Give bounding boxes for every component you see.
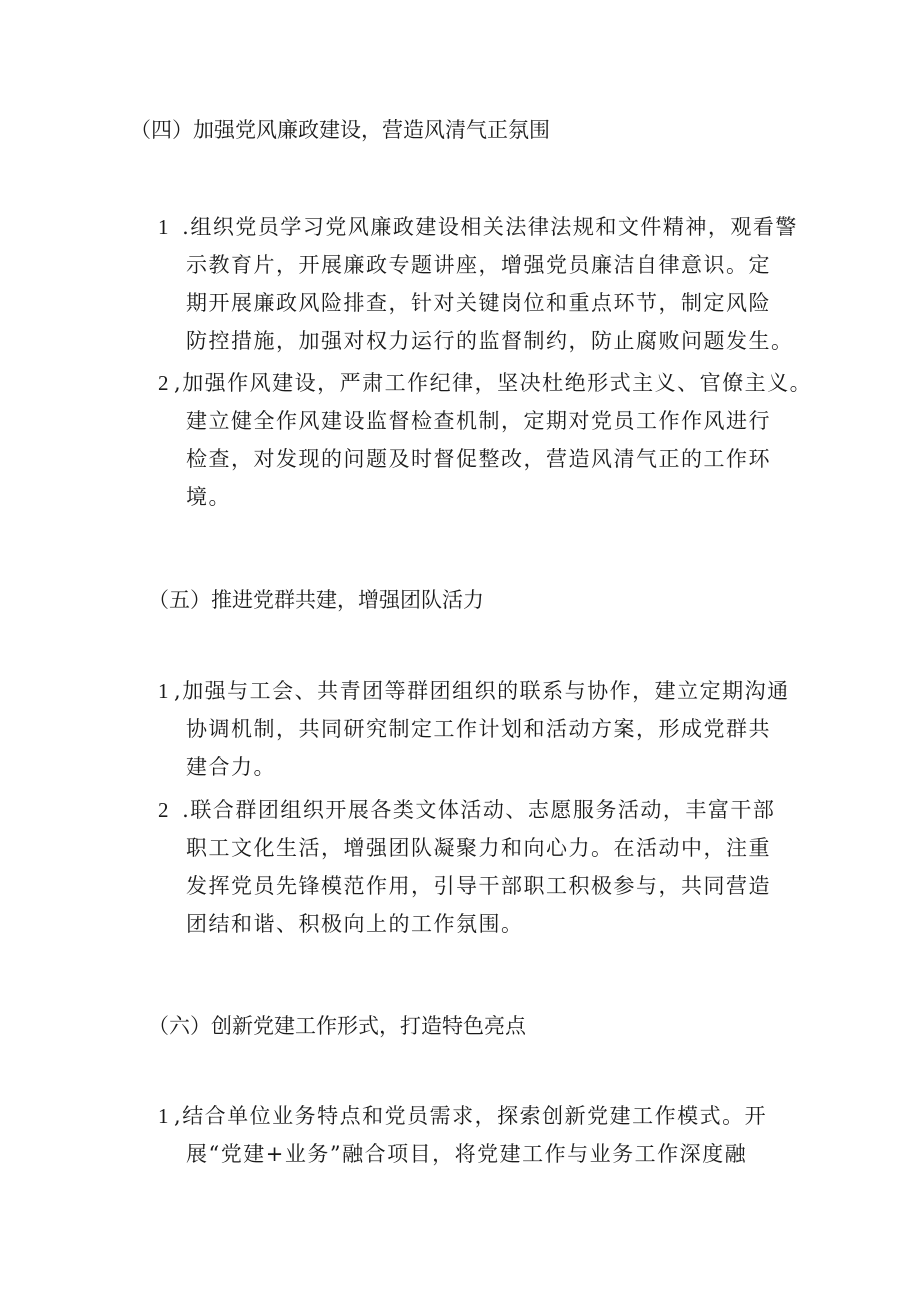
paragraph-line: 展“党建+业务”融合项目，将党建工作与业务工作深度融 [186,1142,748,1166]
paragraph-line [158,208,808,246]
paragraph-line: 防控措施，加强对权力运行的监督制约，防止腐败问题发生。 [186,329,794,353]
section-heading-6: （六）创新党建工作形式，打造特色亮点 [148,1014,526,1038]
paragraph-line: 建合力。 [186,755,276,779]
paragraph-line [158,364,813,402]
item-separator: . [174,215,191,239]
paragraph-line: 示教育片，开展廉政专题讲座，增强党员廉洁自律意识。定 [186,253,771,277]
item-number: 2 [158,798,169,822]
item-number: 2 [158,371,169,395]
paragraph-line: 职工文化生活，增强团队凝聚力和向心力。在活动中，注重 [186,836,771,860]
item-number: 1 [158,679,169,703]
paragraph-line [158,672,808,710]
paragraph-text: 组织党员学习党风廉政建设相关法律法规和文件精神，观看警 [190,215,798,239]
paragraph-line [158,791,808,829]
section-5-item-2 [158,791,808,943]
section-heading-5: （五）推进党群共建，增强团队活力 [148,588,484,612]
item-separator: , [174,371,183,395]
section-6-item-1 [158,1097,808,1173]
paragraph-text: 联合群团组织开展各类文体活动、志愿服务活动，丰富干部 [190,798,776,822]
item-separator: . [174,798,191,822]
paragraph-line: 发挥党员先锋模范作用，引导干部职工积极参与，共同营造 [186,874,771,898]
paragraph-line: 期开展廉政风险排查，针对关键岗位和重点环节，制定风险 [186,291,771,315]
section-heading-4: （四）加强党风廉政建设，营造风清气正氛围 [130,118,550,142]
paragraph-line [158,1097,808,1135]
section-4-item-1 [158,208,808,360]
item-separator: , [174,1104,183,1128]
item-number: 1 [158,215,169,239]
paragraph-text: 加强作风建设，严肃工作纪律，坚决杜绝形式主义、官僚主义。 [182,371,813,395]
paragraph-line: 协调机制，共同研究制定工作计划和活动方案，形成党群共 [186,717,771,741]
paragraph-text: 加强与工会、共青团等群团组织的联系与协作，建立定期沟通 [182,679,790,703]
paragraph-text: 结合单位业务特点和党员需求，探索创新党建工作模式。开 [182,1104,768,1128]
section-4-item-2 [158,364,813,516]
item-number: 1 [158,1104,169,1128]
paragraph-line: 团结和谐、积极向上的工作氛围。 [186,912,524,936]
section-5-item-1 [158,672,808,786]
paragraph-line: 境。 [186,485,231,509]
paragraph-line: 建立健全作风建设监督检查机制，定期对党员工作作风进行 [186,409,771,433]
item-separator: , [174,679,183,703]
paragraph-line: 检查，对发现的问题及时督促整改，营造风清气正的工作环 [186,447,771,471]
